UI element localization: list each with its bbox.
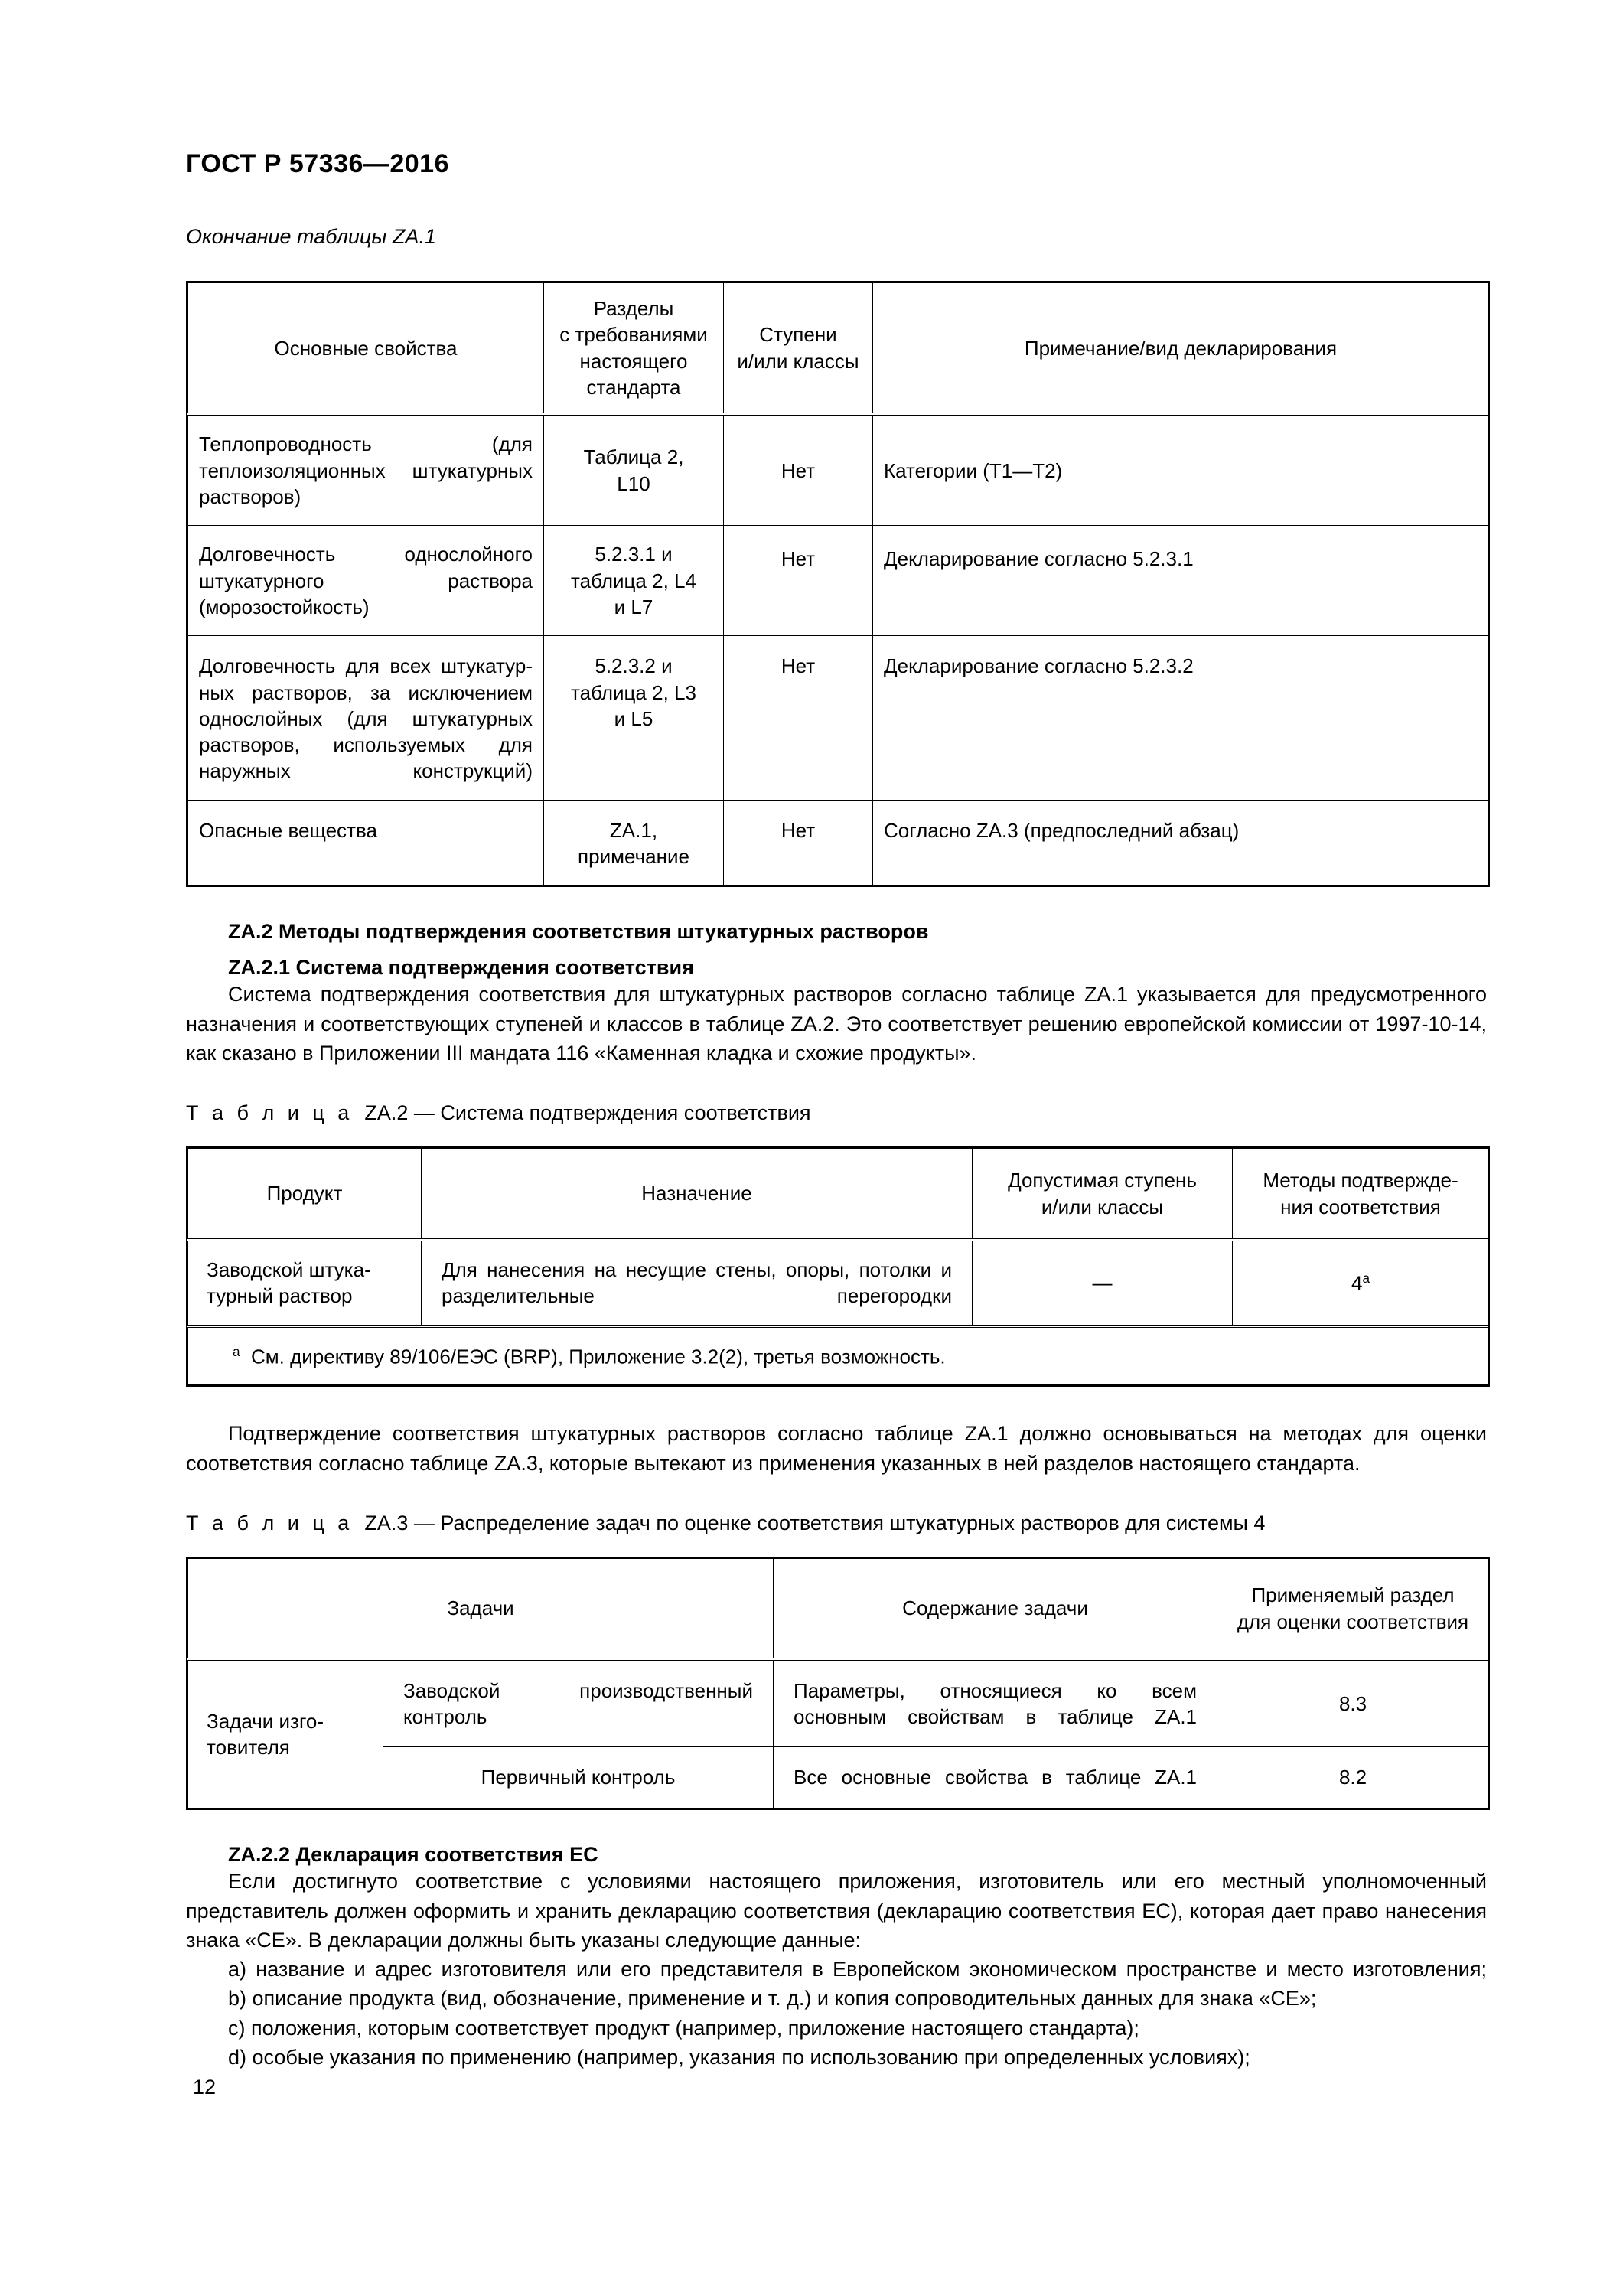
cell-allowed-level: — bbox=[973, 1240, 1233, 1326]
cell-sections-line3: и L5 bbox=[614, 706, 653, 730]
table-row bbox=[188, 1747, 1489, 1808]
cell-levels: Нет bbox=[724, 800, 873, 885]
cell-levels: Нет bbox=[724, 414, 873, 525]
caption-number: ZA.2 bbox=[364, 1101, 409, 1125]
caption-number: ZA.3 bbox=[364, 1512, 409, 1535]
table-continuation-note: Окончание таблицы ZA.1 bbox=[186, 225, 436, 249]
paragraph-after-za2: Подтверждение соответствия штукатурных растворов согласно таблице ZA.1 должно основываться на методах для оценки соответствия согласно таблице ZA.3, которые вытекают из применения указанных в ней разделов настоящего стандарта. bbox=[186, 1422, 1487, 1475]
cell-property: Теплопроводность (для теплоизоляционных штукатурных растворов) bbox=[188, 414, 544, 525]
col-header-levels-line1: Ступени bbox=[759, 323, 837, 347]
col-header-applied-section-line1: Применяемый раздел bbox=[1251, 1583, 1455, 1607]
cell-applied-section: 8.2 bbox=[1217, 1747, 1489, 1808]
cell-property: Долговечность однослойного штукатурного раствора (морозостойкость) bbox=[188, 526, 544, 636]
page-content bbox=[186, 0, 1487, 2072]
col-header-methods-line2: ния соответствия bbox=[1280, 1195, 1441, 1218]
cell-sections-line1: 5.2.3.2 и bbox=[595, 654, 673, 678]
col-header-sections-line1: Разделы bbox=[593, 297, 674, 321]
section-heading-za2: ZA.2 Методы подтверждения соответствия штукатурных растворов bbox=[228, 920, 929, 944]
cell-task-content: Все основные свойства в таблице ZA.1 bbox=[774, 1747, 1217, 1808]
table-za3-wrapper bbox=[186, 1557, 1490, 1810]
table-row bbox=[188, 636, 1489, 801]
col-header-methods-line1: Методы подтвержде- bbox=[1263, 1169, 1458, 1192]
caption-text: — Система подтверждения соответствия bbox=[413, 1101, 811, 1125]
col-header-tasks: Задачи bbox=[188, 1559, 774, 1659]
table-za2-wrapper bbox=[186, 1146, 1490, 1387]
table-za1-wrapper bbox=[186, 281, 1490, 887]
cell-task-group: Задачи изготовителя bbox=[188, 1659, 383, 1808]
cell-applied-section: 8.3 bbox=[1217, 1659, 1489, 1747]
footnote-marker: a bbox=[233, 1343, 240, 1359]
cell-method bbox=[1233, 1240, 1489, 1326]
col-header-task-content: Содержание задачи bbox=[774, 1559, 1217, 1659]
col-header-purpose: Назначение bbox=[422, 1149, 973, 1240]
col-header-methods bbox=[1233, 1149, 1489, 1240]
cell-method-value: 4 bbox=[1351, 1271, 1363, 1295]
col-header-allowed-level bbox=[973, 1149, 1233, 1240]
cell-levels: Нет bbox=[724, 636, 873, 801]
col-header-main-properties: Основные свойства bbox=[188, 283, 544, 415]
cell-sections-line2: L10 bbox=[617, 471, 650, 495]
col-header-sections-line3: настоящего bbox=[579, 349, 688, 373]
cell-note: Категории (Т1—Т2) bbox=[873, 414, 1489, 525]
list-item-c: c) положения, которым соответствует продукт (например, приложение настоящего стандарта); bbox=[228, 2016, 1139, 2040]
cell-sections bbox=[544, 636, 724, 801]
caption-label: Т а б л и ц а bbox=[186, 1512, 354, 1535]
paragraph-za21: Система подтверждения соответствия для штукатурных растворов согласно таблице ZA.1 указывается для предусмотренного назначения и соответствующих ступеней и классов в таблице ZA.2. Это соответствует решению европейской комиссии от 1997-10-14, как сказано в Приложении III мандата 116 «Каменная кладка и схожие продукты». bbox=[186, 983, 1487, 1065]
table-row bbox=[188, 414, 1489, 525]
cell-sections bbox=[544, 414, 724, 525]
cell-property: Опасные вещества bbox=[188, 800, 544, 885]
cell-note: Декларирование согласно 5.2.3.2 bbox=[873, 636, 1489, 801]
list-item-d: d) особые указания по применению (например, указания по использованию при определенных условиях); bbox=[228, 2046, 1250, 2069]
caption-label: Т а б л и ц а bbox=[186, 1101, 354, 1125]
table-row bbox=[188, 1240, 1489, 1326]
table-footnote-row bbox=[188, 1326, 1489, 1385]
cell-task-content: Параметры, относящиеся ко всем основным свойствам в таблице ZA.1 bbox=[774, 1659, 1217, 1747]
table-za3-header-row bbox=[188, 1559, 1489, 1659]
standard-title: ГОСТ Р 57336—2016 bbox=[186, 149, 450, 178]
section-heading-za21: ZA.2.1 Система подтверждения соответствия bbox=[228, 955, 694, 979]
table-za2 bbox=[187, 1148, 1489, 1385]
page-number: 12 bbox=[193, 2076, 217, 2099]
cell-sections-line2: примечание bbox=[578, 845, 689, 869]
cell-levels: Нет bbox=[724, 526, 873, 636]
cell-sections-line2: таблица 2, L3 bbox=[571, 680, 696, 704]
cell-sections-line1: ZA.1, bbox=[609, 818, 658, 842]
col-header-applied-section-line2: для оценки соответствия bbox=[1237, 1609, 1469, 1633]
caption-text: — Распределение задач по оценке соответствия штукатурных растворов для системы 4 bbox=[413, 1512, 1266, 1535]
table-row bbox=[188, 1659, 1489, 1747]
cell-purpose: Для нанесения на несущие стены, опоры, потолки и разделительные перегородки bbox=[422, 1240, 973, 1326]
cell-task: Заводской производственный контроль bbox=[383, 1659, 774, 1747]
cell-sections-line1: 5.2.3.1 и bbox=[595, 543, 673, 566]
cell-product: Заводской штукатурный раствор bbox=[188, 1240, 422, 1326]
cell-sections bbox=[544, 800, 724, 885]
section-heading-za22: ZA.2.2 Декларация соответствия ЕС bbox=[228, 1842, 598, 1866]
list-item-b: b) описание продукта (вид, обозначение, применение и т. д.) и копия сопроводительных данных для знака «CE»; bbox=[228, 1987, 1317, 2011]
cell-sections bbox=[544, 526, 724, 636]
col-header-levels-line2: и/или классы bbox=[737, 349, 859, 373]
cell-sections-line3: и L7 bbox=[614, 595, 653, 618]
footnote-text: См. директиву 89/106/ЕЭС (BRP), Приложение 3.2(2), третья возможность. bbox=[251, 1345, 946, 1368]
table-za1 bbox=[187, 282, 1489, 885]
col-header-allowed-level-line1: Допустимая ступень bbox=[1008, 1169, 1197, 1192]
col-header-sections bbox=[544, 283, 724, 415]
cell-task: Первичный контроль bbox=[383, 1747, 774, 1808]
col-header-levels bbox=[724, 283, 873, 415]
cell-footnote bbox=[188, 1326, 1489, 1385]
paragraph-za22: Если достигнуто соответствие с условиями настоящего приложения, изготовитель или его местный уполномоченный представитель должен оформить и хранить декларацию соответствия (декларацию соответствия ЕС), которая дает право нанесения знака «CE». В декларации должны быть указаны следующие данные: bbox=[186, 1870, 1487, 1952]
col-header-note-declaration: Примечание/вид декларирования bbox=[873, 283, 1489, 415]
cell-sections-line1: Таблица 2, bbox=[583, 445, 684, 469]
cell-sections-line2: таблица 2, L4 bbox=[571, 569, 696, 592]
col-header-sections-line2: с требованиями bbox=[559, 323, 708, 347]
col-header-product: Продукт bbox=[188, 1149, 422, 1240]
cell-property: Долговечность для всех штукатурных растворов, за исключением однослойных (для штукатурных растворов, используемых для наружных конструкций) bbox=[188, 636, 544, 801]
table-row bbox=[188, 526, 1489, 636]
table-za3-caption bbox=[186, 1510, 1487, 1537]
table-za3 bbox=[187, 1558, 1489, 1808]
list-item-a: a) название и адрес изготовителя или его представителя в Европейском экономическом пространстве и место изготовления; bbox=[228, 1958, 1487, 1981]
table-za2-header-row bbox=[188, 1149, 1489, 1240]
cell-note: Согласно ZA.3 (предпоследний абзац) bbox=[873, 800, 1489, 885]
col-header-allowed-level-line2: и/или классы bbox=[1041, 1195, 1164, 1218]
table-row bbox=[188, 800, 1489, 885]
col-header-applied-section bbox=[1217, 1559, 1489, 1659]
table-za1-header-row bbox=[188, 283, 1489, 415]
table-za2-caption bbox=[186, 1100, 1487, 1127]
col-header-sections-line4: стандарта bbox=[586, 376, 681, 400]
footnote-reference: a bbox=[1362, 1270, 1370, 1286]
cell-note: Декларирование согласно 5.2.3.1 bbox=[873, 526, 1489, 636]
